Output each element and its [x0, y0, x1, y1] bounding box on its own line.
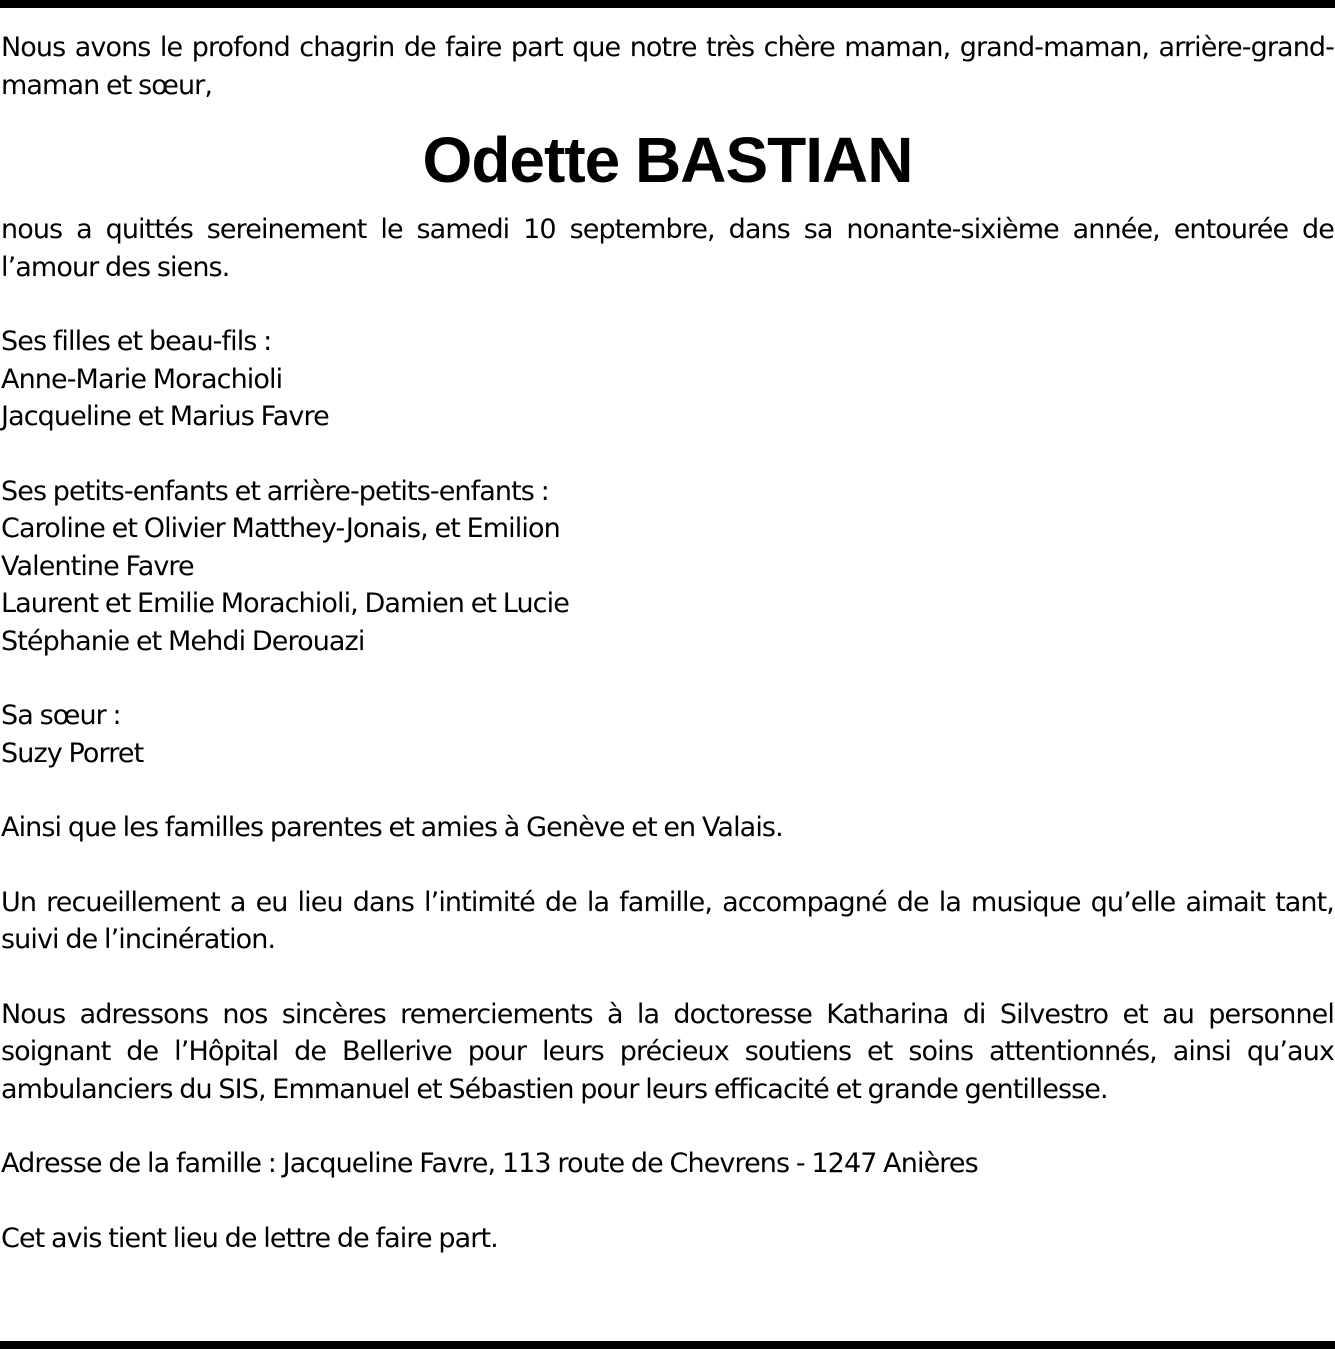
families-paragraph: Ainsi que les familles parentes et amies à Genève et en Valais.: [1, 812, 783, 843]
opening-paragraph: Nous avons le profond chagrin de faire part que notre très chère maman, grand-maman, arrière-grand-maman et sœur,: [1, 32, 1334, 101]
spacer: [1, 286, 1334, 323]
family-member: Anne-Marie Morachioli: [1, 363, 283, 395]
deceased-name: Odette BASTIAN: [422, 124, 913, 196]
family-member: Valentine Favre: [1, 550, 194, 582]
ceremony-paragraph: Un recueillement a eu lieu dans l’intimité de la famille, accompagné de la musique qu’elle aimait tant, suivi de l’incinération.: [1, 886, 1334, 955]
sister-heading: Sa sœur :: [1, 700, 121, 731]
closing-line: Cet avis tient lieu de lettre de faire part.: [1, 1222, 498, 1254]
thanks-paragraph: Nous adressons nos sincères remerciements à la doctoresse Katharina di Silvestro et au personnel soignant de l’Hôpital de Bellerive pour leurs précieux soutiens et soins attentionnés, ainsi qu’aux ambulanciers du SIS, Emmanuel et Sébastien pour leurs efficacité et grande gentillesse.: [1, 998, 1334, 1105]
family-member: Laurent et Emilie Morachioli, Damien et Lucie: [1, 588, 569, 619]
spacer: [1, 436, 1334, 473]
death-statement: nous a quittés sereinement le samedi 10 septembre, dans sa nonante-sixième année, entourée de l’amour des siens.: [1, 214, 1334, 283]
spacer: [1, 660, 1334, 697]
top-border-rule: [0, 0, 1335, 8]
family-address: Adresse de la famille : Jacqueline Favre, 113 route de Chevrens - 1247 Anières: [1, 1148, 978, 1179]
daughters-heading: Ses filles et beau-fils :: [1, 326, 272, 357]
grandchildren-heading: Ses petits-enfants et arrière-petits-enfants :: [1, 475, 549, 507]
spacer: [1, 1183, 1334, 1220]
obituary-notice: [1, 29, 1334, 1257]
family-member: Caroline et Olivier Matthey-Jonais, et Emilion: [1, 513, 560, 544]
family-member: Stéphanie et Mehdi Derouazi: [1, 625, 365, 657]
sister-section: [1, 697, 1334, 772]
family-member: Suzy Porret: [1, 737, 144, 769]
daughters-section: [1, 323, 1334, 436]
bottom-border-rule: [0, 1341, 1335, 1349]
spacer: [1, 959, 1334, 996]
spacer: [1, 847, 1334, 884]
family-member: Jacqueline et Marius Favre: [1, 401, 329, 432]
grandchildren-section: [1, 473, 1334, 661]
spacer: [1, 1108, 1334, 1145]
spacer: [1, 772, 1334, 809]
